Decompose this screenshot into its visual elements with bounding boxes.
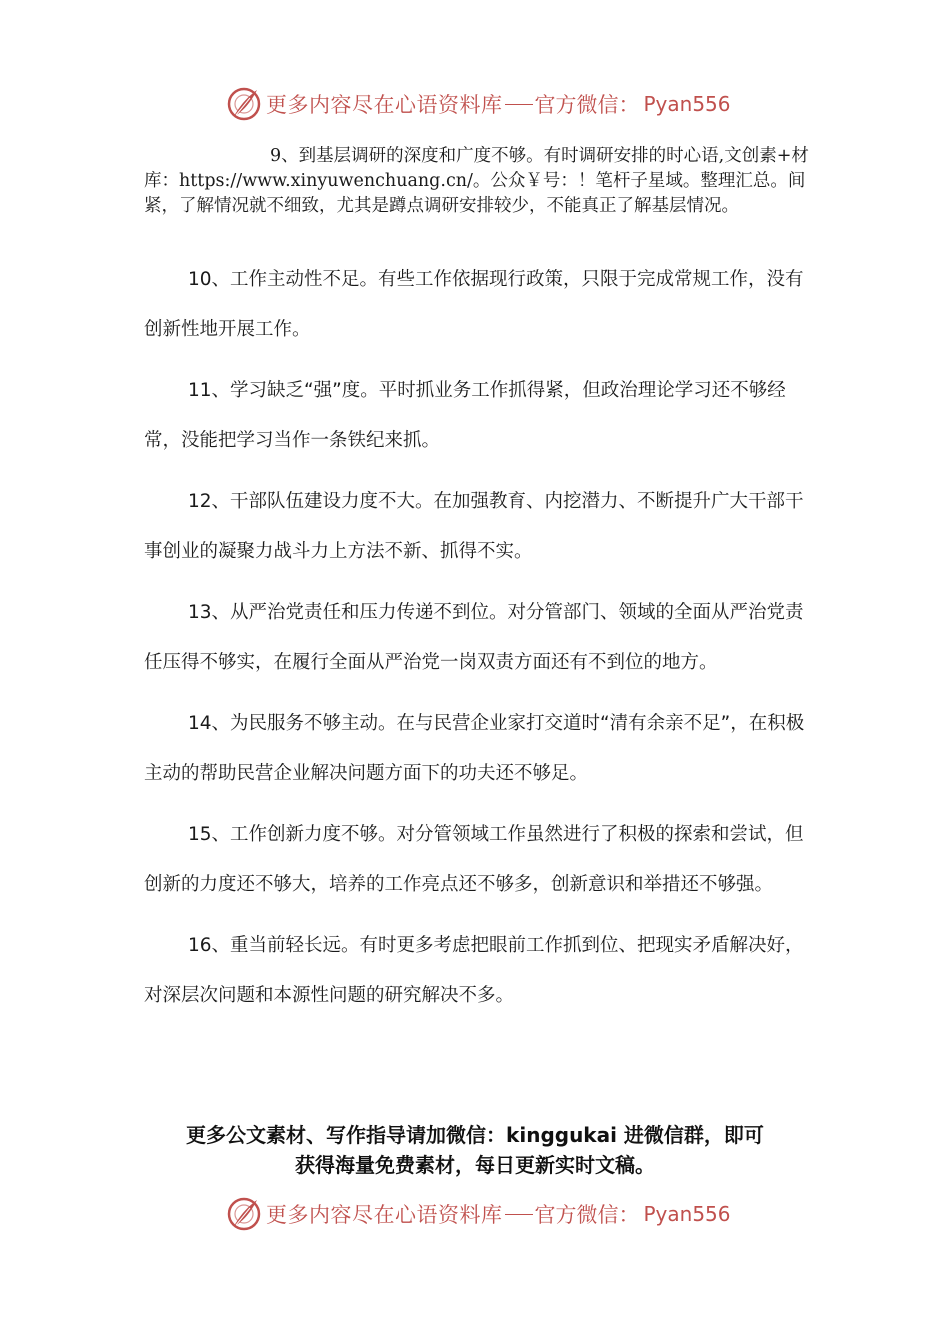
paragraph-12: 12、干部队伍建设力度不大。在加强教育、内挖潜力、不断提升广大干部干事创业的凝聚力战斗力上方法不新、抓得不实。	[144, 491, 804, 562]
footer-note-line-2: 获得海量免费素材，每日更新实时文稿。	[295, 1153, 655, 1177]
quill-logo-icon	[226, 86, 262, 122]
paragraph-11: 11、学习缺乏“强”度。平时抓业务工作抓得紧，但政治理论学习还不够经常，没能把学习当作一条铁纪来抓。	[144, 380, 786, 451]
footer-note	[140, 1120, 810, 1180]
banner-wechat-label: 官方微信：	[534, 93, 640, 117]
footer-note-line-1: 更多公文素材、写作指导请加微信：kinggukai 进微信群，即可	[186, 1123, 764, 1147]
banner-wechat-label: 官方微信：	[534, 1203, 640, 1227]
banner-dash	[505, 1214, 533, 1215]
quill-logo-icon	[226, 1196, 262, 1232]
banner-dash	[505, 104, 533, 105]
banner-brand-text: 更多内容尽在心语资料库	[266, 1203, 503, 1227]
paragraph-16: 16、重当前轻长远。有时更多考虑把眼前工作抓到位、把现实矛盾解决好，对深层次问题和本源性问题的研究解决不多。	[144, 935, 804, 1006]
footer-banner	[226, 1194, 731, 1234]
header-banner	[226, 84, 731, 124]
paragraph-13: 13、从严治党责任和压力传递不到位。对分管部门、领域的全面从严治党责任压得不够实，在履行全面从严治党一岗双责方面还有不到位的地方。	[144, 602, 804, 673]
paragraph-14: 14、为民服务不够主动。在与民营企业家打交道时“清有余亲不足”，在积极主动的帮助民营企业解决问题方面下的功夫还不够足。	[144, 713, 805, 784]
paragraph-10: 10、工作主动性不足。有些工作依据现行政策，只限于完成常规工作，没有创新性地开展工作。	[144, 269, 804, 340]
paragraph-15: 15、工作创新力度不够。对分管领域工作虽然进行了积极的探索和尝试，但创新的力度还不够大，培养的工作亮点还不够多，创新意识和举措还不够强。	[144, 824, 804, 895]
paragraph-9: 9、到基层调研的深度和广度不够。有时调研安排的时心语,文创素+材库：https://www.xinyuwenchuang.cn/。公众￥号：！笔杆子星域。整理汇总。间紧，了解情况就不细致，尤其是蹲点调研安排较少，不能真正了解基层情况。	[144, 146, 809, 216]
banner-brand-text: 更多内容尽在心语资料库	[266, 93, 503, 117]
banner-wechat-id: Pyan556	[643, 1202, 731, 1226]
banner-wechat-id: Pyan556	[643, 92, 731, 116]
